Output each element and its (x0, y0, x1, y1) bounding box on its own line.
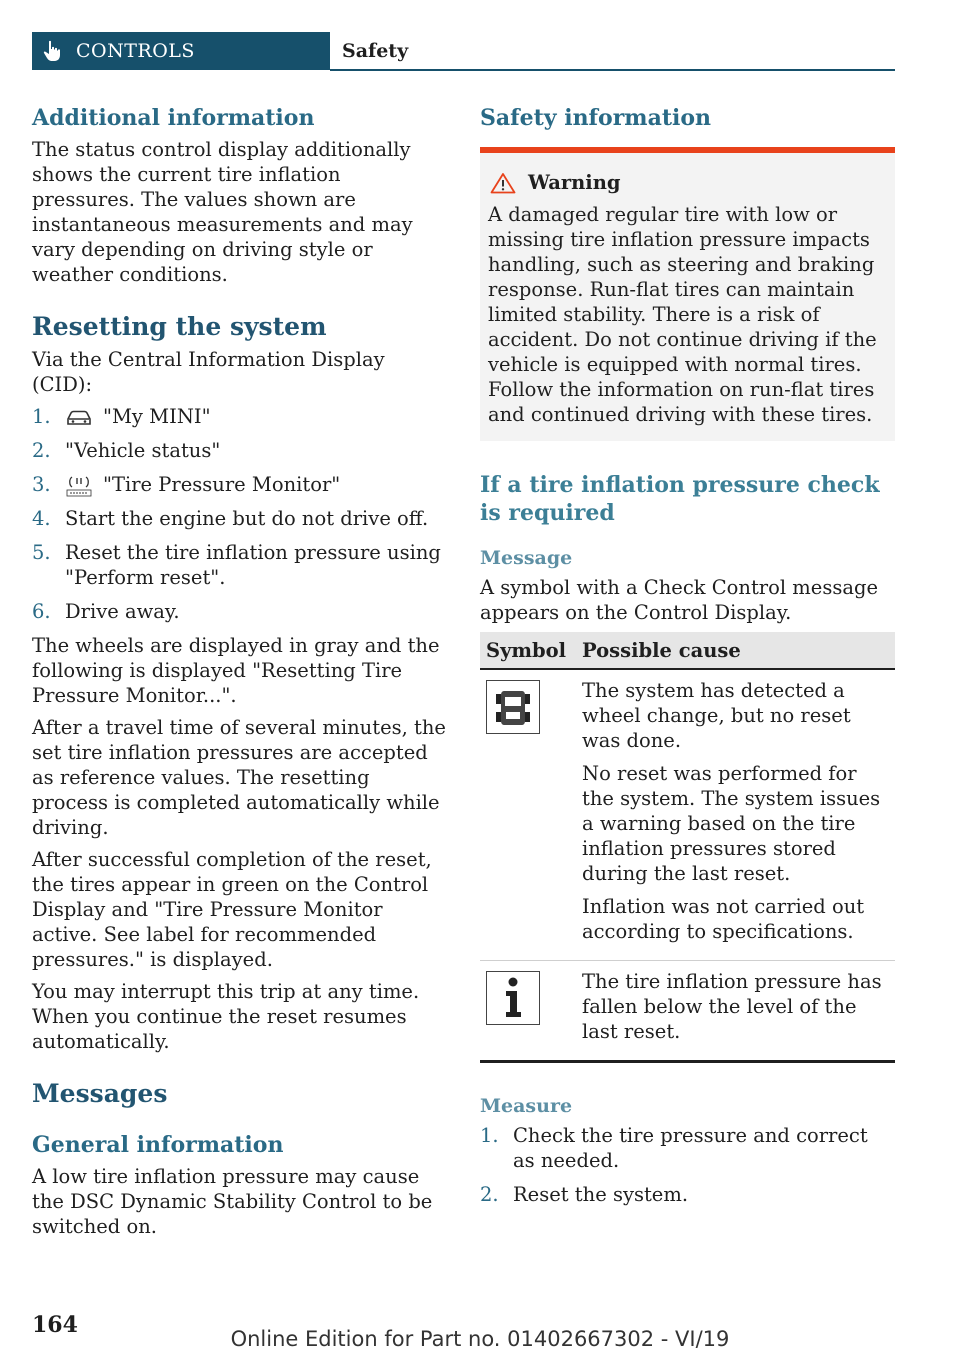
additional-info-heading: Additional information (32, 105, 315, 131)
resetting-text-4: You may interrupt this trip at any time. When you continue the reset resumes automatically. (32, 980, 420, 1053)
section-tab (32, 32, 330, 70)
list-item: 1. Check the tire pressure and correct as needed. (480, 1124, 868, 1172)
tire-reset-icon (65, 475, 93, 497)
left-column (32, 105, 448, 1246)
hand-pointer-icon (42, 40, 62, 62)
symbol-table (480, 632, 895, 1063)
additional-info-text: The status control display additionally shows the current tire inflation pressures. The values shown are instantaneous measurements and may vary depending on driving style or weather conditions. (32, 138, 413, 286)
section-title: CONTROLS (76, 40, 195, 62)
message-heading: Message (480, 547, 573, 569)
measure-steps (480, 1123, 895, 1207)
resetting-intro: Via the Central Information Display (CID): (32, 348, 385, 396)
tire-warning-symbol (486, 680, 540, 734)
general-info-text: A low tire inflation pressure may cause the DSC Dynamic Stability Control to be switched on. (32, 1165, 433, 1238)
header-rule (330, 69, 895, 71)
resetting-text-2: After a travel time of several minutes, the set tire inflation pressures are accepted as reference values. The resetting process is completed automatically while driving. (32, 716, 446, 839)
edition-note: Online Edition for Part no. 01402667302 - VI/19 (230, 1327, 730, 1351)
table-header-symbol: Symbol (480, 632, 576, 669)
list-item: 2. Reset the system. (480, 1183, 689, 1206)
cause-text: No reset was performed for the system. The system issues a warning based on the tire inflation pressures stored during the last reset. (582, 762, 881, 885)
measure-heading: Measure (480, 1095, 573, 1117)
cause-text: The system has detected a wheel change, but no reset was done. (582, 679, 851, 752)
table-row (480, 669, 895, 961)
page-number: 164 (32, 1312, 78, 1338)
car-icon (65, 409, 93, 427)
table-row (480, 961, 895, 1062)
car-tires-icon (496, 685, 530, 729)
list-item: 3. "Tire Pressure Monitor" (32, 473, 341, 496)
resetting-heading: Resetting the system (32, 312, 327, 341)
warning-text: A damaged regular tire with low or missing tire inflation pressure impacts handling, such as steering and braking response. Run-flat tires can maintain limited stability. There is a risk of accident. Do not continue driving if the vehicle is equipped with normal tires. Follow the information on run-flat tires and continued driving with these tires. (488, 203, 877, 426)
page-header (32, 32, 895, 70)
cause-text: The tire inflation pressure has fallen below the level of the last reset. (582, 970, 882, 1043)
warning-box (480, 147, 895, 441)
list-item: 2. "Vehicle status" (32, 439, 221, 462)
cause-text: Inflation was not carried out according to specifications. (582, 895, 865, 943)
list-item: 6. Drive away. (32, 600, 180, 623)
check-required-heading: If a tire inflation pressure check is required (480, 472, 880, 526)
list-item: 1. "My MINI" (32, 405, 211, 428)
info-icon (498, 976, 528, 1020)
table-header-cause: Possible cause (576, 632, 895, 669)
message-text: A symbol with a Check Control message appears on the Control Display. (480, 576, 878, 624)
info-symbol (486, 971, 540, 1025)
list-item: 4. Start the engine but do not drive off. (32, 507, 429, 530)
resetting-text-1: The wheels are displayed in gray and the following is displayed "Resetting Tire Pressure Monitor...". (32, 634, 440, 707)
chapter-title: Safety (342, 40, 409, 62)
right-column (480, 105, 895, 1216)
general-info-heading: General information (32, 1132, 284, 1158)
resetting-text-3: After successful completion of the reset, the tires appear in green on the Control Display and "Tire Pressure Monitor active. See label for recommended pressures." is displayed. (32, 848, 432, 971)
messages-heading: Messages (32, 1079, 168, 1108)
warning-title: Warning (528, 171, 621, 194)
warning-triangle-icon (490, 172, 516, 194)
resetting-steps (32, 404, 448, 624)
list-item: 5. Reset the tire inflation pressure using "Perform reset". (32, 541, 441, 589)
safety-heading: Safety information (480, 105, 712, 131)
